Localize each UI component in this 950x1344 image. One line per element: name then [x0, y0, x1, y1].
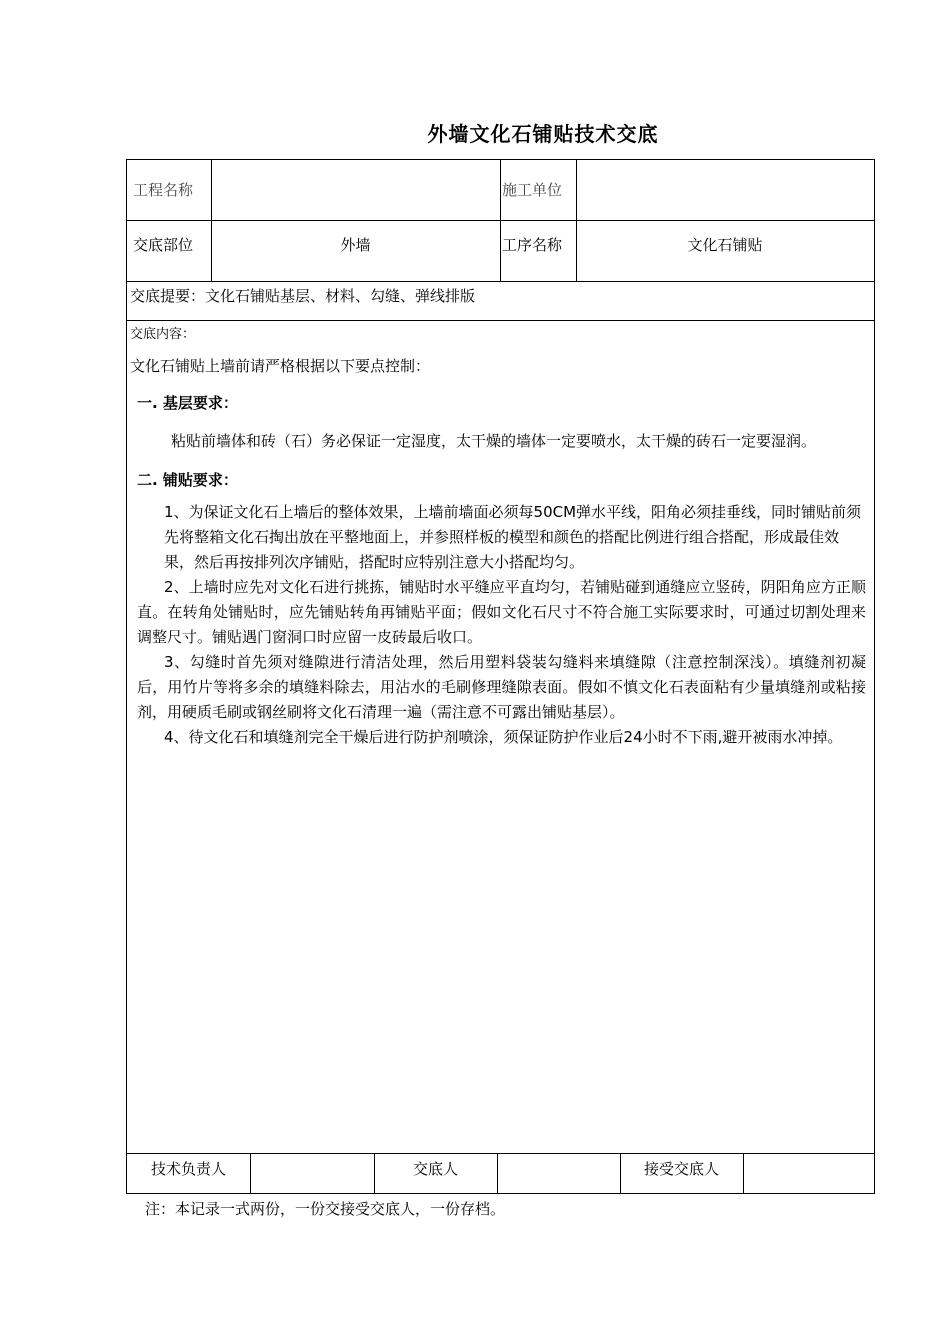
receiver-label: 接受交底人: [643, 1160, 719, 1178]
document-title: 外墙文化石铺贴技术交底: [427, 122, 659, 146]
content-label: 交底内容：: [130, 327, 196, 342]
disclosure-summary: 交底提要：文化石铺贴基层、材料、勾缝、弹线排版: [130, 287, 476, 305]
paving-item-4: 4、待文化石和填缝剂完全干燥后进行防护剂喷涂，须保证防护作业后24小时不下雨,避开被雨水冲掉。: [164, 728, 843, 746]
disclosure-table: [126, 159, 875, 1194]
col-divider: [497, 1153, 498, 1193]
content-intro: 文化石铺贴上墙前请严格根据以下要点控制：: [130, 357, 431, 375]
disclosure-content: [130, 356, 866, 750]
col-divider: [211, 160, 212, 281]
row-divider: [127, 281, 874, 282]
paving-item-2: 2、上墙时应先对文化石进行挑拣，铺贴时水平缝应平直均匀，若铺贴碰到通缝应立竖砖，阴阳角应方正顺直。在转角处铺贴时，应先铺贴转角再铺贴平面；假如文化石尺寸不符合施工实际要求时，可通过切割处理来调整尺寸。铺贴遇门窗洞口时应留一皮砖最后收口。: [137, 578, 866, 646]
col-divider: [743, 1153, 744, 1193]
col-divider: [576, 160, 577, 281]
section-title-base: 一. 基层要求：: [137, 394, 238, 412]
contractor-label: 施工单位: [502, 181, 563, 199]
paving-item-3: 3、勾缝时首先须对缝隙进行清洁处理，然后用塑料袋装勾缝料来填缝隙（注意控制深浅）。填缝剂初凝后，用竹片等将多余的填缝料除去，用沾水的毛刷修理缝隙表面。假如不慎文化石表面粘有少量填缝剂或粘接剂，用硬质毛刷或钢丝刷将文化石清理一遍（需注意不可露出铺贴基层）。: [137, 653, 866, 721]
row-divider: [127, 1153, 874, 1154]
section-title-paving: 二. 铺贴要求：: [137, 471, 238, 489]
paving-item-1: 1、为保证文化石上墙后的整体效果，上墙前墙面必须每50CM弹水平线，阳角必须挂垂线，同时铺贴前须先将整箱文化石掏出放在平整地面上，并参照样板的模型和颜色的搭配比例进行组合搭配，形成最佳效果，然后再按排列次序铺贴，搭配时应特别注意大小搭配均匀。: [164, 503, 862, 571]
location-value: 外墙: [340, 236, 371, 254]
tech-lead-label: 技术负责人: [150, 1160, 226, 1178]
footnote: 注：本记录一式两份，一份交接受交底人，一份存档。: [145, 1200, 506, 1218]
col-divider: [250, 1153, 251, 1193]
row-divider: [127, 320, 874, 321]
section-text-base: 粘贴前墙体和砖（石）务必保证一定湿度，太干燥的墙体一定要喷水，太干燥的砖石一定要湿润。: [171, 432, 817, 450]
briefer-label: 交底人: [412, 1160, 458, 1178]
col-divider: [500, 160, 501, 281]
process-value: 文化石铺贴: [687, 236, 763, 254]
project-name-label: 工程名称: [133, 181, 194, 199]
location-label: 交底部位: [133, 236, 194, 254]
process-label: 工序名称: [502, 236, 563, 254]
